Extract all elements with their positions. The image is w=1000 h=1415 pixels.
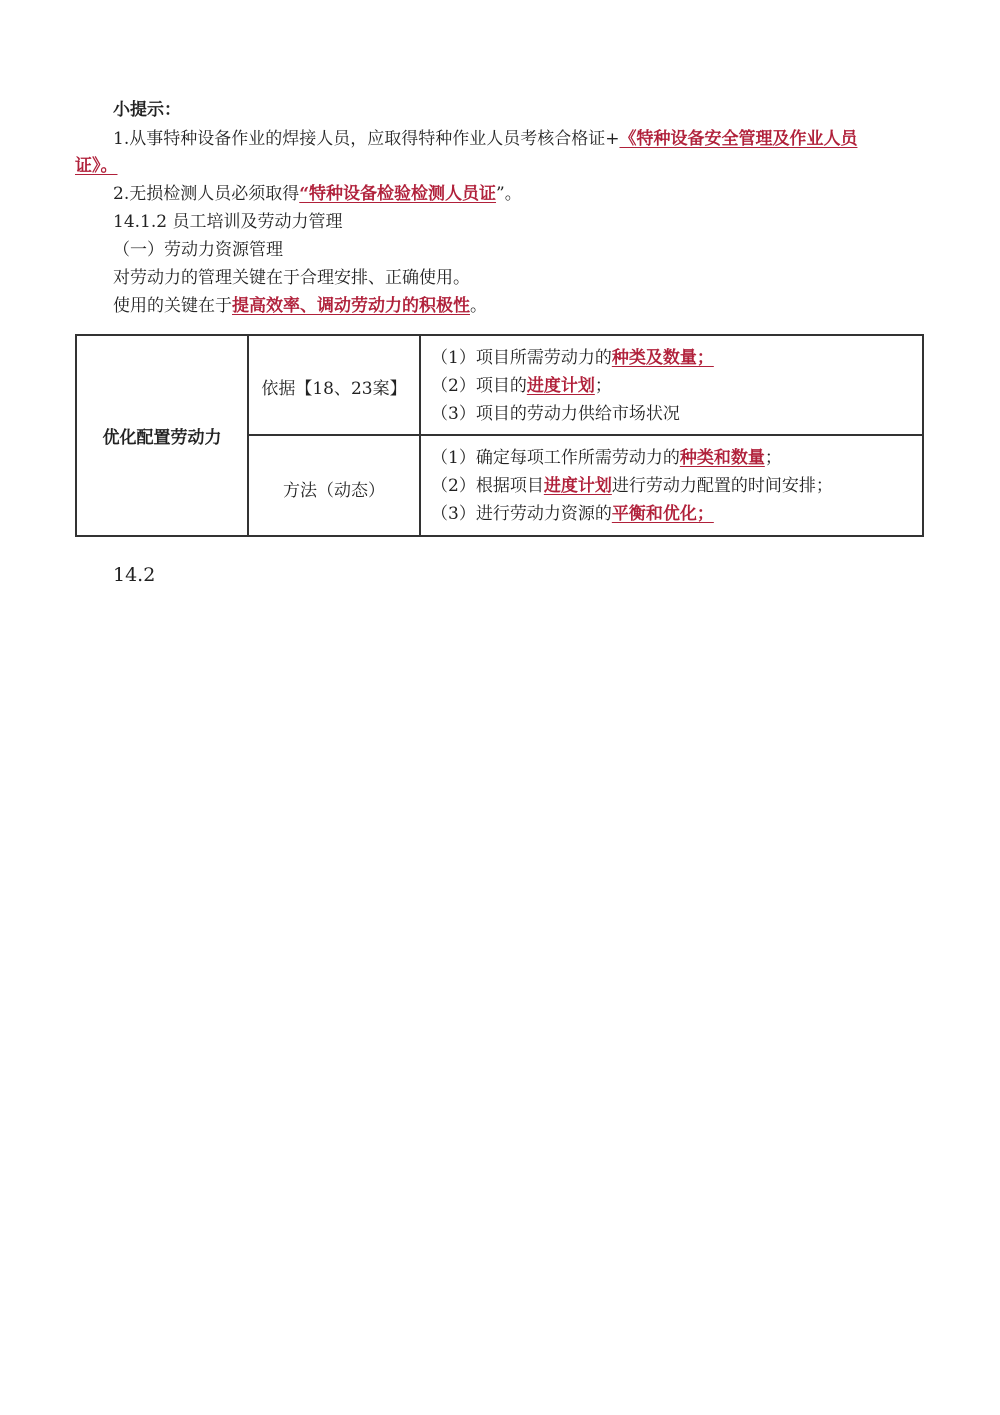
section-heading: 14.1.2 员工培训及劳动力管理	[113, 212, 343, 232]
list-item: （2）项目的进度计划；	[431, 376, 612, 396]
tip-item-1-highlight-b: 证》。	[75, 156, 118, 176]
next-section-heading: 14.2	[113, 564, 156, 586]
method-label-cell	[248, 435, 420, 536]
list-item: （1）项目所需劳动力的种类及数量；	[431, 348, 714, 368]
method-label: 方法（动态）	[283, 481, 385, 501]
tip-item-2	[113, 182, 522, 206]
paragraph-2-highlight: 提高效率、调动劳动力的积极性	[232, 296, 470, 316]
basis-label: 依据【18、23案】	[261, 379, 407, 399]
tip-title: 小提示：	[113, 100, 181, 120]
method-items-cell	[420, 435, 923, 536]
table-row	[76, 335, 923, 435]
tip-item-2-prefix: 2.无损检测人员必须取得	[113, 184, 300, 204]
tip-item-1-prefix: 1.从事特种设备作业的焊接人员，应取得特种作业人员考核合格证+	[113, 129, 620, 149]
paragraph-1: 对劳动力的管理关键在于合理安排、正确使用。	[113, 268, 470, 288]
tip-item-2-highlight: “特种设备检验检测人员证	[299, 184, 497, 204]
paragraph-2-suffix: 。	[470, 296, 487, 316]
list-item: （3）项目的劳动力供给市场状况	[431, 404, 680, 424]
basis-items-cell	[420, 335, 923, 435]
tip-item-1	[113, 127, 857, 151]
table-main-label: 优化配置劳动力	[76, 335, 248, 536]
list-item: （2）根据项目进度计划进行劳动力配置的时间安排；	[431, 476, 833, 496]
paragraph-2	[113, 294, 487, 318]
section-subheading: （一）劳动力资源管理	[113, 240, 283, 260]
tip-item-1-continued	[75, 154, 118, 178]
tip-item-2-suffix: ”。	[496, 184, 522, 204]
tip-item-1-highlight-a: 《特种设备安全管理及作业人员	[619, 129, 858, 149]
basis-label-cell	[248, 335, 420, 435]
paragraph-2-prefix: 使用的关键在于	[113, 296, 232, 316]
list-item: （1）确定每项工作所需劳动力的种类和数量；	[431, 448, 782, 468]
labor-optimization-table	[75, 334, 924, 537]
list-item: （3）进行劳动力资源的平衡和优化；	[431, 504, 714, 524]
